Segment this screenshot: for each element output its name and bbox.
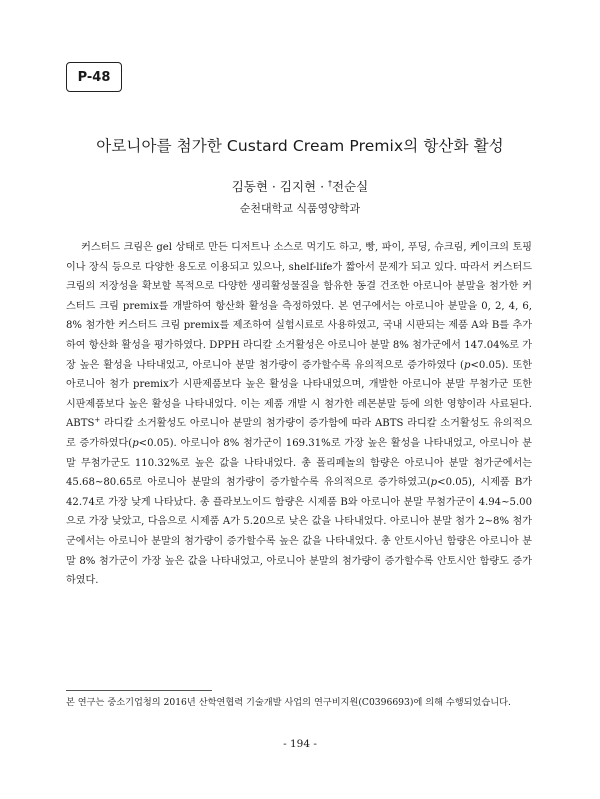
abstract-text-2: <0.05). 또한 아로니아 첨가 premix가 시판제품보다 높은 활성을 나타내었으며, 개발한 아로니아 분말 무첨가군 또한 시판제품보다 높은 활성을 나타내었다. 이는 제품 개발 시 첨가한 레몬분말 등에 의한 영향이라 사료된다. ABTS	[66, 359, 532, 430]
p-value-symbol: p	[430, 477, 438, 489]
p-value-symbol: p	[463, 359, 471, 371]
page-number: - 194 -	[283, 738, 317, 750]
paper-title: 아로니아를 첨가한 Custard Cream Premix의 항산화 활성	[96, 137, 504, 155]
affiliation: 순천대학교 식품영양학과	[239, 202, 361, 215]
abstract-text-5: <0.05), 시제품 B가 42.74로 가장 낮게 나타났다. 총 플라보노이드 함량은 시제품 B와 아로니아 분말 무첨가군이 4.94~5.00으로 가장 낮았고, 다음으로 시제품 A가 5.20으로 낮은 값을 나타내었다. 아로니아 분말 첨가 2~8% 첨가군에서는 아로니아 분말의 첨가량이 증가할수록 높은 값을 나타내었다. 총 안토시아닌 함량은 아로니아 분말 8% 첨가군이 가장 높은 값을 나타내었고, 아로니아 분말의 첨가량이 증가할수록 안토시안 함량도 증가하였다.	[66, 477, 533, 587]
funding-footnote: 본 연구는 중소기업청의 2016년 산학연협력 기술개발 사업의 연구비지원(C0396693)에 의해 수행되었습니다.	[66, 697, 511, 708]
abstract-text-4: <0.05). 아로니아 8% 첨가군이 169.31%로 가장 높은 활성을 나타내었고, 아로니아 분말 무첨가군도 110.32%로 높은 값을 나타내었다. 총 폴리페놀의 함량은 아로니아 분말 첨가군에서는 45.68~80.65로 아로니아 분말의 첨가량이 증가할수록 유의적으로 증가하였고(	[66, 437, 532, 489]
p-value-symbol: p	[132, 437, 139, 449]
abts-plus-sup: +	[94, 416, 101, 425]
abstract-text-3: 라디칼 소거활성도 아로니아 분말의 첨가량이 증가함에 따라 ABTS 라디칼 소거활성도 유의적으로 증가하였다(	[66, 418, 532, 449]
author-list	[0, 177, 600, 195]
abstract-text-1: 커스터드 크림은 gel 상태로 만든 디저트나 소스로 먹기도 하고, 빵, 파이, 푸딩, 슈크림, 케이크의 토핑이나 장식 등으로 다양한 용도로 이용되고 있으나, shelf-life가 짧아서 문제가 되고 있다. 따라서 커스터드 크림의 저장성을 확보할 목적으로 다양한 생리활성물질을 함유한 동결 건조한 아로니아 분말을 첨가한 커스터드 크림 premix를 개발하여 항산화 활성을 측정하였다. 본 연구에서는 아로니아 분말을 0, 2, 4, 6, 8% 첨가한 커스터드 크림 premix를 제조하여 실험시료로 사용하였고, 국내 시판되는 제품 A와 B를 추가하여 항산화 활성을 평가하였다. DPPH 라디칼 소거활성은 아로니아 분말 8% 첨가군에서 147.04%로 가장 높은 활성을 나타내었고, 아로니아 분말 첨가량이 증가할수록 유의적으로 증가하였다 (	[66, 242, 532, 371]
footnote-divider	[66, 690, 212, 691]
corresponding-author-mark: †	[328, 179, 333, 188]
corresponding-author-name: 전순실	[332, 179, 369, 194]
author-names: 김동현 · 김지현 ·	[231, 179, 329, 194]
poster-id-label: P-48	[66, 62, 122, 92]
abstract-body	[66, 238, 532, 591]
